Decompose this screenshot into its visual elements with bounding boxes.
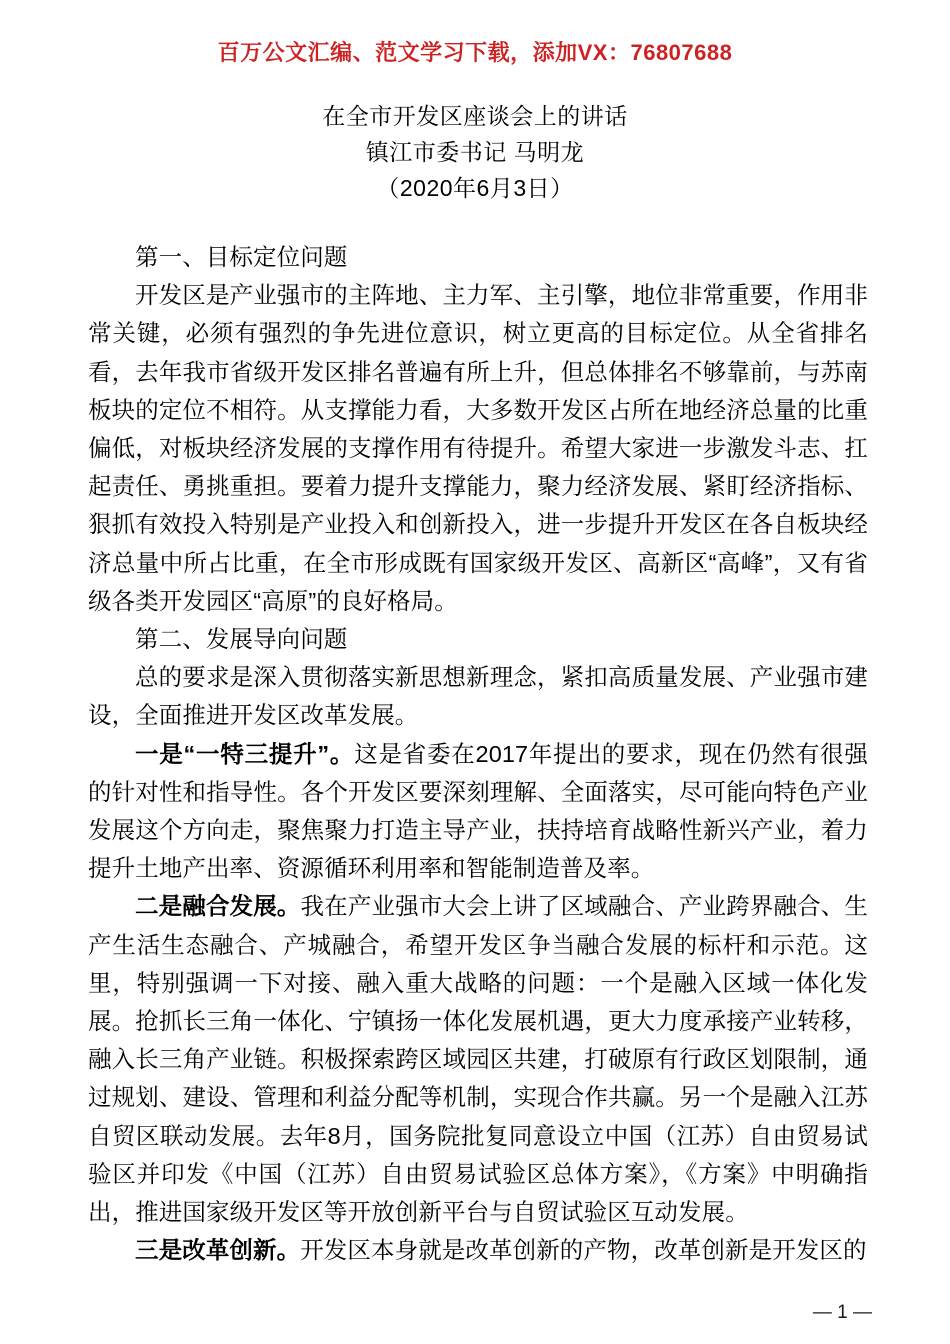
section-2-body-text: 总的要求是深入贯彻落实新思想新理念，紧扣高质量发展、产业强市建设，全面推进开发区改革发展。: [88, 664, 868, 729]
section-1-heading-text: 第一、目标定位问题: [135, 244, 348, 270]
point-two-lead-in: 二是融合发展。: [135, 893, 301, 920]
document-byline: 镇江市委书记 马明龙: [365, 139, 585, 165]
page-footer: [0, 1300, 950, 1326]
title-block: [0, 98, 950, 206]
section-2-heading-text: 第二、发展导向问题: [135, 626, 348, 653]
document-date: （2020年6月3日）: [376, 175, 574, 201]
point-one: [88, 735, 868, 888]
point-one-lead-in: 一是“一特三提升”。: [135, 740, 355, 767]
section-1-body-text: 开发区是产业强市的主阵地、主力军、主引擎，地位非常重要，作用非常关键，必须有强烈的争先进位意识，树立更高的目标定位。从全省排名看，去年我市省级开发区排名普遍有所上升，但总体排名不够靠前，与苏南板块的定位不相符。从支撑能力看，大多数开发区占所在地经济总量的比重偏低，对板块经济发展的支撑作用有待提升。希望大家进一步激发斗志、扛起责任、勇挑重担。要着力提升支撑能力，聚力经济发展、紧盯经济指标、狠抓有效投入特别是产业投入和创新投入，进一步提升开发区在各自板块经济总量中所占比重，在全市形成既有国家级开发区、高新区“高峰”，又有省级各类开发园区“高原”的良好格局。: [88, 282, 868, 614]
section-2-body: [88, 658, 868, 734]
section-1-body: [88, 276, 868, 620]
point-one-text: 这是省委在2017年提出的要求，现在仍然有很强的针对性和指导性。各个开发区要深刻理解、全面落实，尽可能向特色产业发展这个方向走，聚焦聚力打造主导产业，扶持培育战略性新兴产业，着力提升土地产出率、资源循环利用率和智能制造普及率。: [88, 740, 869, 882]
point-three-lead-in: 三是改革创新。: [135, 1237, 301, 1264]
point-three-text: 开发区本身就是改革创新的产物，改革创新是开发区的: [300, 1237, 867, 1264]
document-body: [88, 238, 868, 1269]
page-number: — 1 —: [812, 1302, 872, 1323]
promo-banner: [0, 40, 950, 66]
section-1-heading: [88, 238, 868, 276]
page-title: 在全市开发区座谈会上的讲话: [322, 103, 628, 129]
section-2-heading: [88, 620, 868, 658]
promo-text: 百万公文汇编、范文学习下载，添加VX：76807688: [217, 40, 733, 65]
point-two: [88, 887, 868, 1231]
point-three: [88, 1231, 868, 1269]
point-two-text: 我在产业强市大会上讲了区域融合、产业跨界融合、生产生活生态融合、产城融合，希望开发区争当融合发展的标杆和示范。这里，特别强调一下对接、融入重大战略的问题：一个是融入区域一体化发展。抢抓长三角一体化、宁镇扬一体化发展机遇，更大力度承接产业转移，融入长三角产业链。积极探索跨区域园区共建，打破原有行政区划限制，通过规划、建设、管理和利益分配等机制，实现合作共赢。另一个是融入江苏自贸区联动发展。去年8月，国务院批复同意设立中国（江苏）自由贸易试验区并印发《中国（江苏）自由贸易试验区总体方案》，《方案》中明确指出，推进国家级开发区等开放创新平台与自贸试验区互动发展。: [88, 893, 868, 1226]
